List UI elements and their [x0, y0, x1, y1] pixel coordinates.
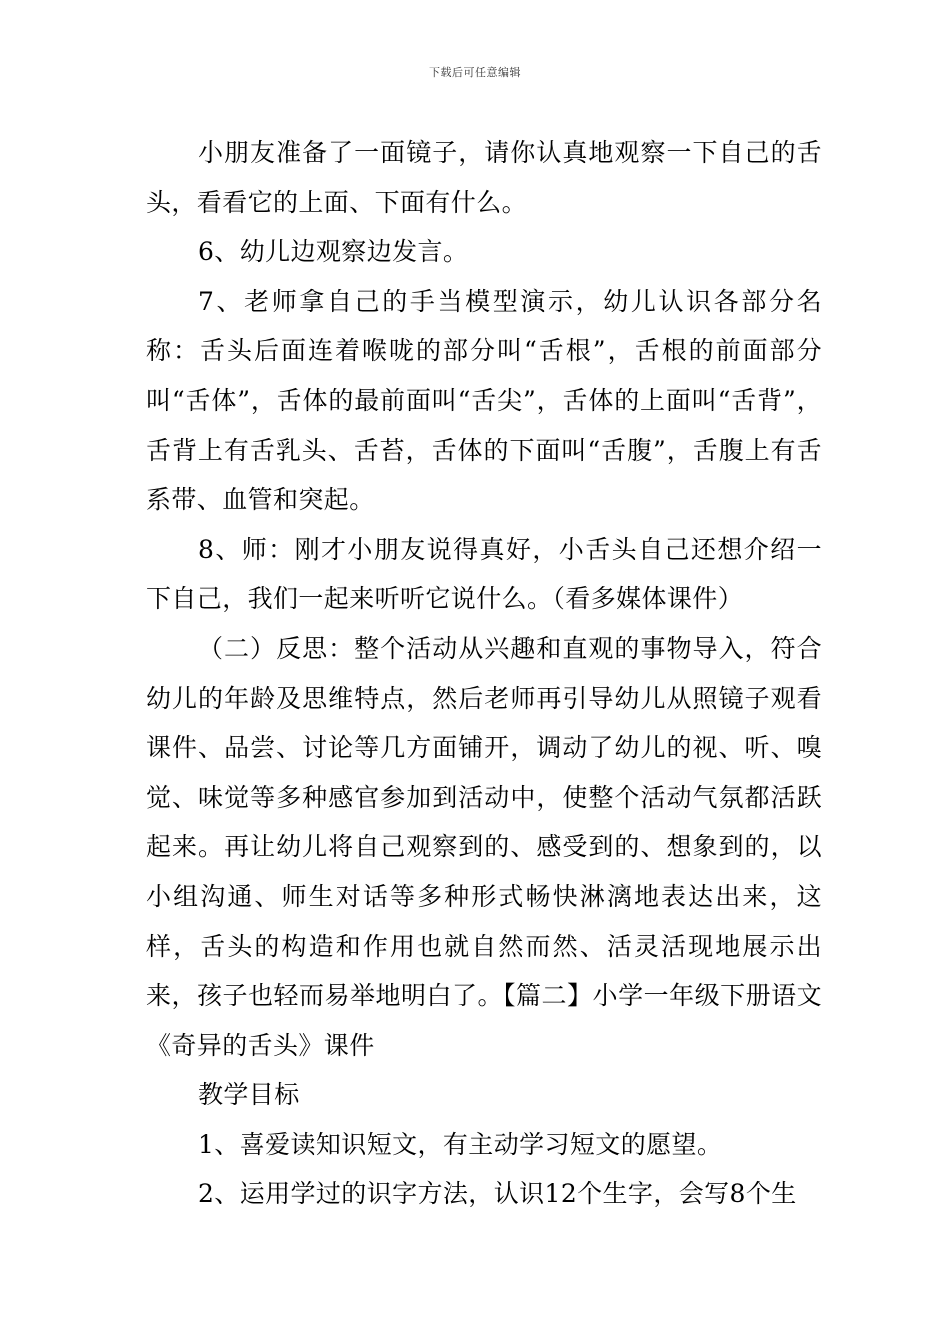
- paragraph-goal-1: 1、喜爱读知识短文，有主动学习短文的愿望。: [198, 1129, 723, 1159]
- paragraph-teaching-goals-heading: 教学目标: [198, 1080, 300, 1110]
- paragraph-mirror-intro: 小朋友准备了一面镜子，请你认真地观察一下自己的舌头，看看它的上面、下面有什么。: [146, 138, 822, 217]
- paragraph-step-8: 8、师：刚才小朋友说得真好，小舌头自己还想介绍一下自己，我们一起来听听它说什么。（看多媒体课件）: [146, 534, 822, 614]
- paragraph-goal-2: 2、运用学过的识字方法，认识12个生字，会写8个生: [198, 1179, 797, 1209]
- page-header: 下载后可任意编辑: [429, 66, 521, 79]
- document-body: [146, 128, 822, 1219]
- paragraph-step-7: 7、老师拿自己的手当模型演示，幼儿认识各部分名称：舌头后面连着喉咙的部分叫“舌根”，舌根的前面部分叫“舌体”，舌体的最前面叫“舌尖”，舌体的上面叫“舌背”，舌背上有舌乳头、舌苔，舌体的下面叫“舌腹”，舌腹上有舌系带、血管和突起。: [146, 286, 822, 515]
- paragraph-reflection: （二）反思：整个活动从兴趣和直观的事物导入，符合幼儿的年龄及思维特点，然后老师再引导幼儿从照镜子观看课件、品尝、讨论等几方面铺开，调动了幼儿的视、听、嗅觉、味觉等多种感官参加到活动中，使整个活动气氛都活跃起来。再让幼儿将自己观察到的、感受到的、想象到的，以小组沟通、师生对话等多种形式畅快淋漓地表达出来，这样，舌头的构造和作用也就自然而然、活灵活现地展示出来，孩子也轻而易举地明白了。【篇二】小学一年级下册语文《奇异的舌头》课件: [146, 633, 822, 1060]
- paragraph-step-6: 6、幼儿边观察边发言。: [198, 237, 469, 267]
